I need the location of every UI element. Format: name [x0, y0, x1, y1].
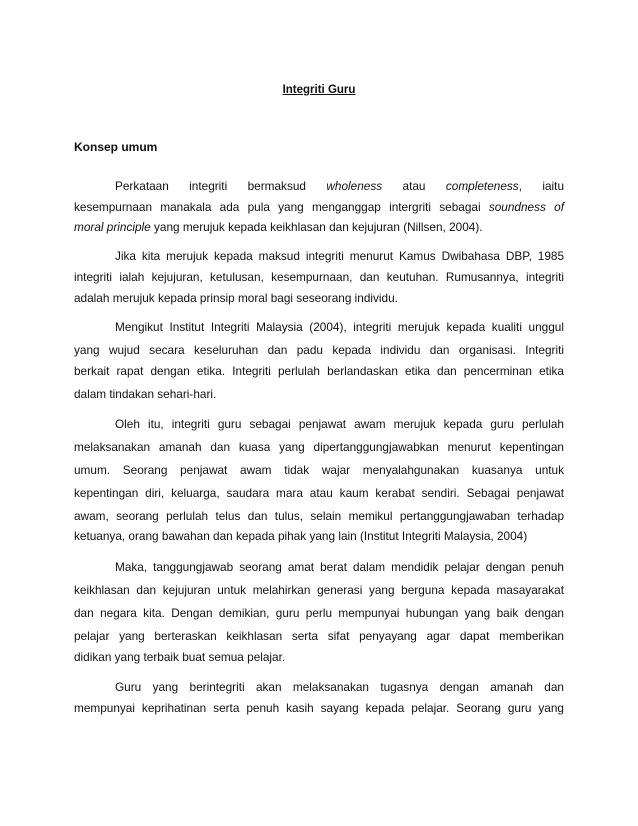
text-segment: didikan yang terbaik buat semua pelajar.: [74, 650, 286, 664]
text-line: [74, 364, 564, 378]
text-line: [74, 701, 564, 715]
text-line: [74, 270, 564, 284]
text-line: [74, 440, 564, 454]
text-line: [115, 417, 564, 431]
text-line: [74, 606, 564, 620]
italic-term: soundness of: [488, 200, 564, 214]
text-segment: Mengikut Institut Integriti Malaysia (2004), integriti merujuk kepada kualiti unggul: [115, 320, 564, 334]
section-heading: Konsep umum: [74, 140, 158, 154]
text-line: [115, 680, 564, 694]
text-segment: Perkataan integriti bermaksud: [115, 179, 327, 193]
text-line: [74, 650, 564, 664]
text-segment: umum. Seorang penjawat awam tidak wajar menyalahgunakan kuasanya untuk: [74, 463, 564, 477]
text-segment: Maka, tanggungjawab seorang amat berat dalam mendidik pelajar dengan penuh: [115, 560, 564, 574]
text-segment: Guru yang berintegriti akan melaksanakan tugasnya dengan amanah dan: [115, 680, 564, 694]
text-segment: dalam tindakan sehari-hari.: [74, 387, 217, 401]
italic-term: moral principle: [74, 220, 151, 234]
text-segment: Oleh itu, integriti guru sebagai penjawat awam merujuk kepada guru perlulah: [115, 417, 564, 431]
italic-term: completeness: [445, 179, 519, 193]
text-segment: Jika kita merujuk kepada maksud integriti menurut Kamus Dwibahasa DBP, 1985: [115, 249, 564, 263]
text-line: [74, 583, 564, 597]
text-segment: mempunyai keprihatinan serta penuh kasih sayang kepada pelajar. Seorang guru yang: [74, 701, 564, 715]
text-segment: , iaitu: [518, 179, 565, 193]
text-segment: awam, seorang perlulah telus dan tulus, selain memikul pertanggungjawaban terhadap: [74, 509, 564, 523]
text-segment: yang merujuk kepada keikhlasan dan kejujuran (Nillsen, 2004).: [150, 220, 483, 234]
text-line: [74, 387, 564, 401]
text-line: [74, 486, 564, 500]
text-line: [74, 509, 564, 523]
text-line: [74, 291, 564, 305]
text-line: [74, 343, 564, 357]
text-segment: dan negara kita. Dengan demikian, guru perlu mempunyai hubungan yang baik dengan: [74, 606, 564, 620]
document-title: Integriti Guru: [282, 84, 356, 96]
text-segment: integriti ialah kejujuran, ketulusan, kesempurnaan, dan keutuhan. Rumusannya, integriti: [74, 270, 564, 284]
text-segment: pelajar yang berteraskan keikhlasan serta sifat penyayang agar dapat memberikan: [74, 629, 564, 643]
italic-term: wholeness: [326, 179, 383, 193]
text-segment: kesempurnaan manakala ada pula yang menganggap intergriti sebagai: [74, 200, 489, 214]
text-line: [74, 629, 564, 643]
text-line: [74, 220, 564, 234]
text-segment: adalah merujuk kepada prinsip moral bagi seseorang individu.: [74, 291, 398, 305]
text-segment: berkait rapat dengan etika. Integriti perlulah berlandaskan etika dan pencerminan etika: [74, 364, 564, 378]
text-line: [115, 249, 564, 263]
text-segment: yang wujud secara keseluruhan dan padu kepada individu dan organisasi. Integriti: [74, 343, 564, 357]
text-line: [115, 179, 564, 193]
text-segment: kepentingan diri, keluarga, saudara mara atau kaum kerabat sendiri. Sebagai penjawat: [74, 486, 564, 500]
text-line: [115, 320, 564, 334]
text-segment: atau: [382, 179, 446, 193]
text-segment: melaksanakan amanah dan kuasa yang dipertanggungjawabkan menurut kepentingan: [74, 440, 564, 454]
text-segment: keikhlasan dan kejujuran untuk melahirkan generasi yang berguna kepada masayarakat: [74, 583, 564, 597]
text-line: [74, 463, 564, 477]
text-line: [74, 529, 564, 543]
text-line: [74, 200, 564, 214]
text-line: [115, 560, 564, 574]
text-segment: ketuanya, orang bawahan dan kepada pihak yang lain (Institut Integriti Malaysia, 2004): [74, 529, 528, 543]
